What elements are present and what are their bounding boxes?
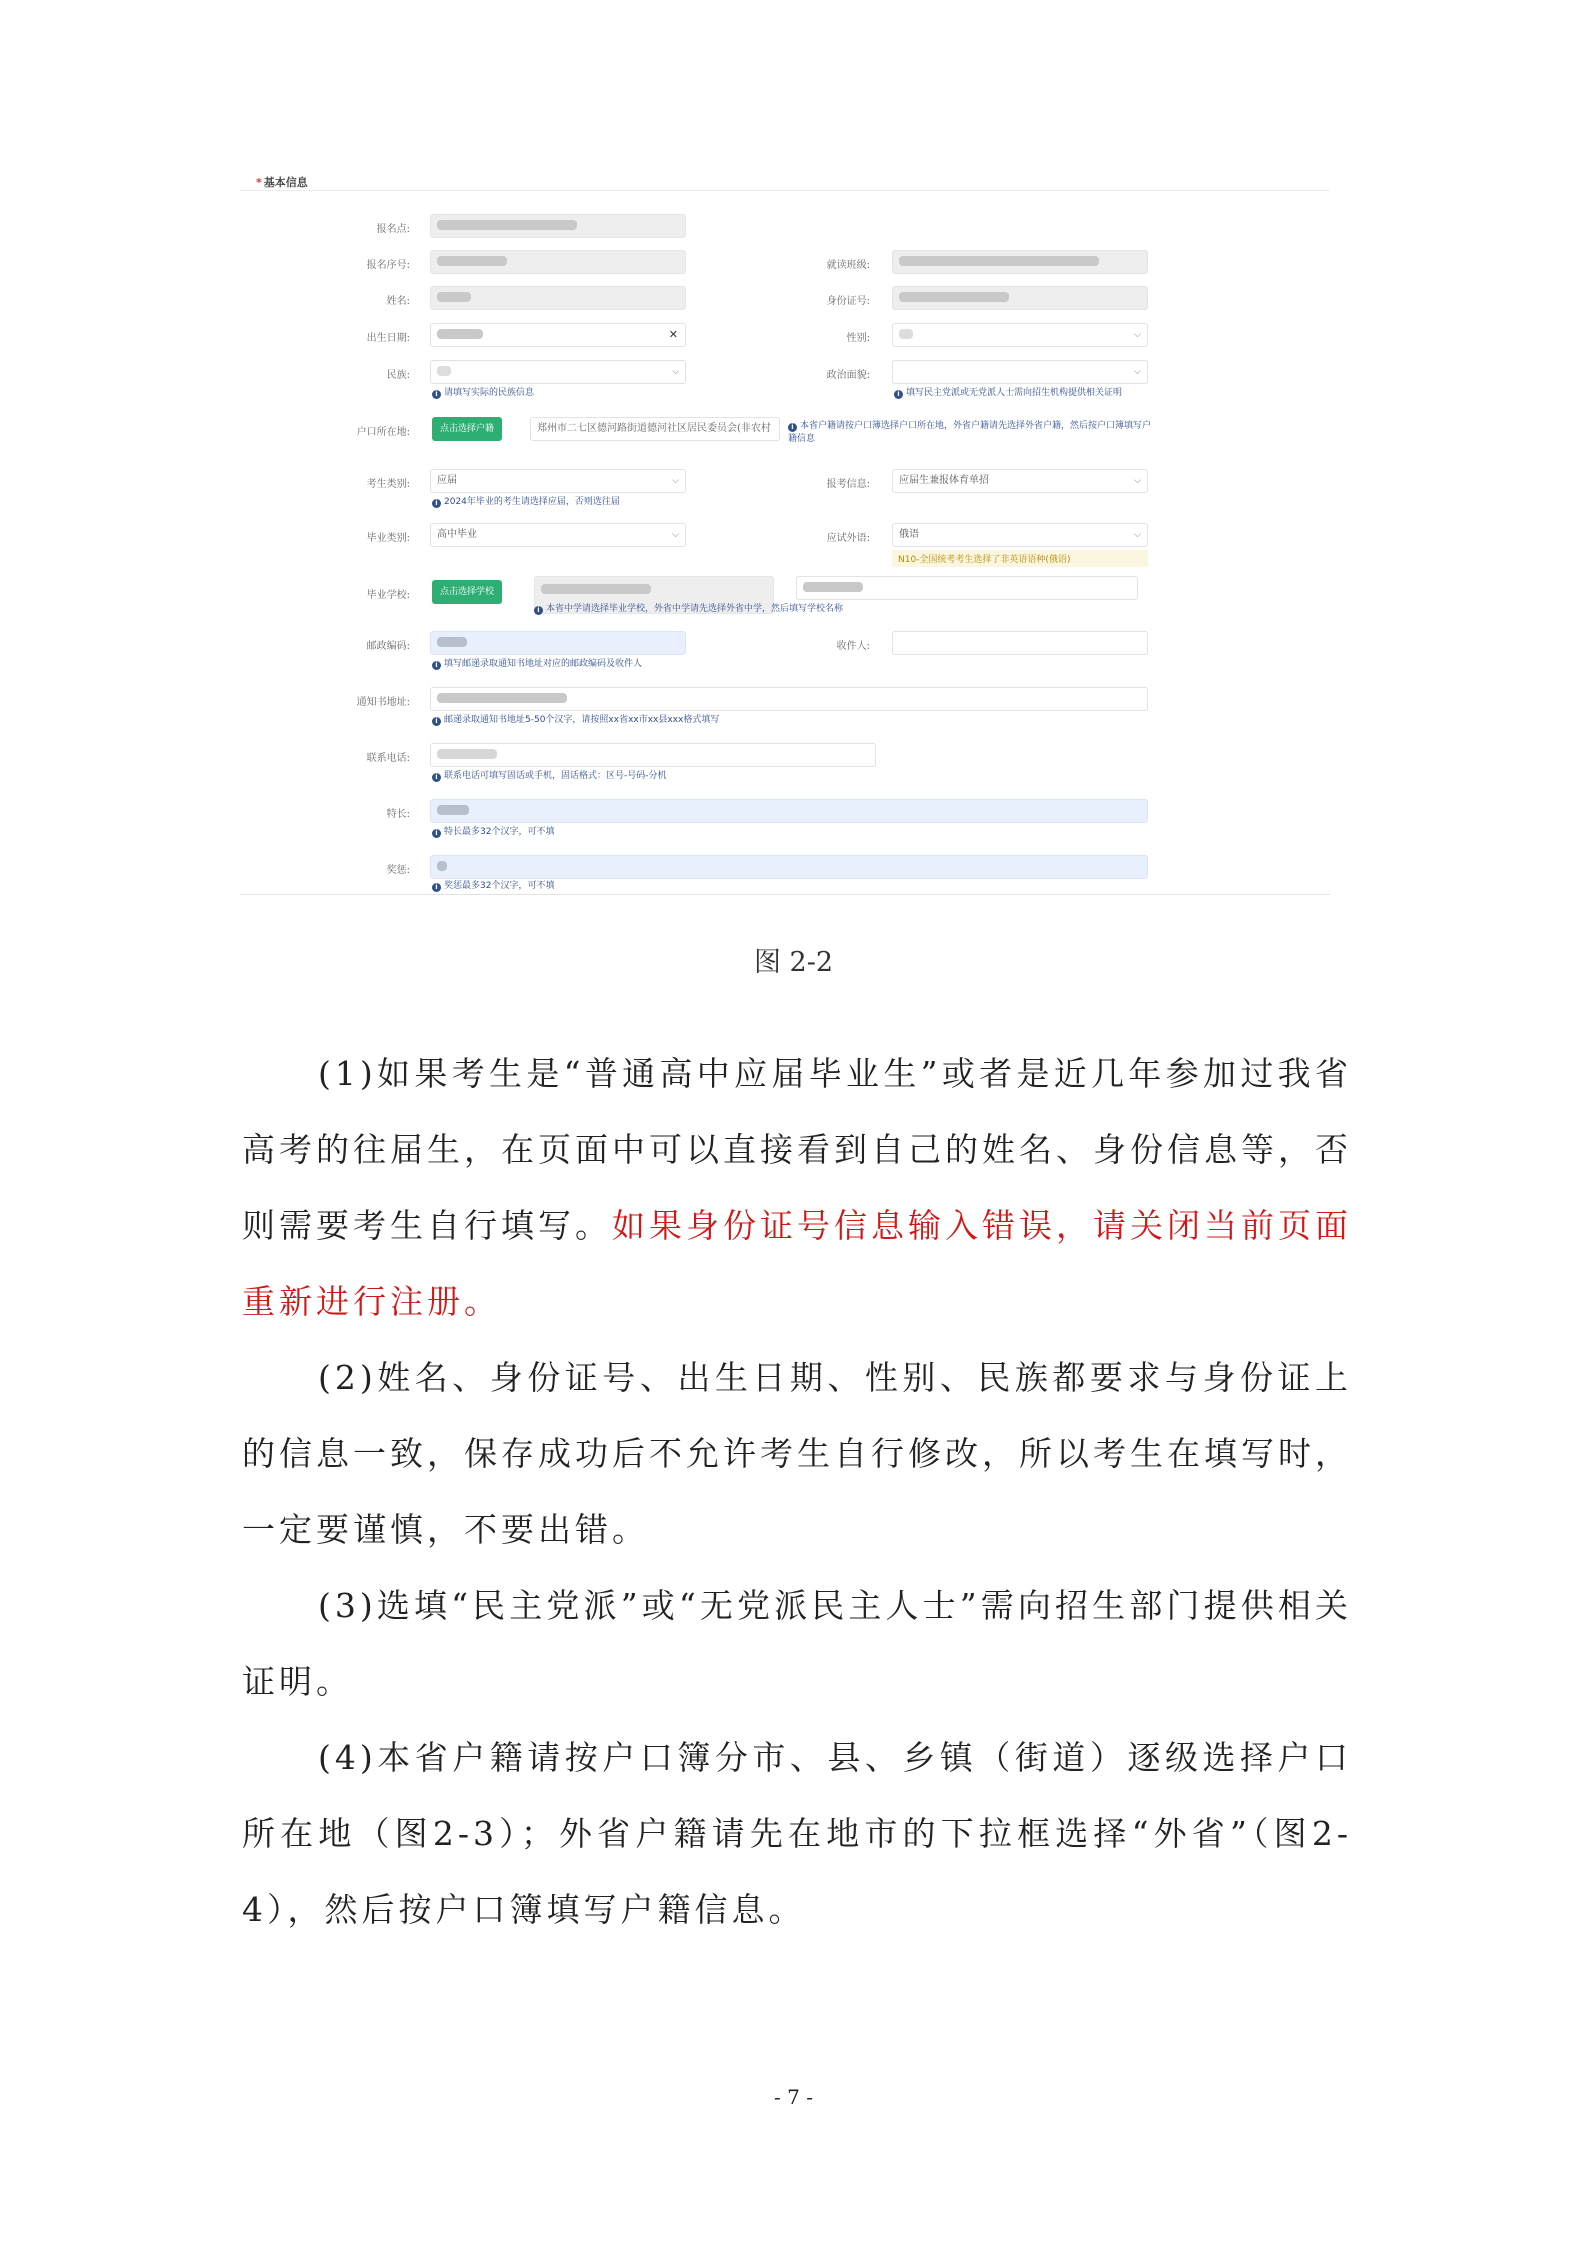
youzheng-input[interactable]	[430, 631, 686, 655]
jiangli-hint: i 奖惩最多32个汉字，可不填	[432, 880, 554, 892]
label-biyexuexiao: 毕业学校:	[366, 590, 410, 601]
label-xingbie: 性别:	[846, 333, 870, 344]
techang-input[interactable]	[430, 799, 1148, 823]
zhengzhi-hint: i 填写民主党派或无党派人士需向招生机构提供相关证明	[894, 387, 1122, 399]
label-shenfenzheng: 身份证号:	[826, 296, 870, 307]
label-youzheng: 邮政编码:	[366, 641, 410, 652]
chevron-down-icon: ⌵	[1134, 476, 1141, 486]
paragraph-1	[242, 1036, 1352, 1340]
youzheng-hint: i 填写邮递录取通知书地址对应的邮政编码及收件人	[432, 658, 642, 670]
minzu-hint: i 请填写实际的民族信息	[432, 387, 534, 399]
label-shoujianren: 收件人:	[836, 641, 870, 652]
label-jiangli: 奖惩:	[386, 865, 410, 876]
xingbie-select[interactable]	[892, 323, 1148, 347]
shenfenzheng-input[interactable]	[892, 286, 1148, 310]
label-waiyu: 应试外语:	[826, 533, 870, 544]
chevron-down-icon: ⌵	[1134, 367, 1141, 377]
kaoshengleibie-select[interactable]: 应届 ⌵	[430, 469, 686, 493]
hukou-input[interactable]: 郑州市二七区德河路街道德河社区居民委员会(非农村	[530, 417, 780, 441]
info-icon: i	[432, 829, 441, 838]
chusheng-input[interactable]	[430, 323, 686, 347]
label-baomingxuhao: 报名序号:	[366, 260, 410, 271]
biyeleibie-select[interactable]: 高中毕业 ⌵	[430, 523, 686, 547]
school-name-input[interactable]	[796, 576, 1138, 600]
label-lianxidianhua: 联系电话:	[366, 753, 410, 764]
label-minzu: 民族:	[386, 370, 410, 381]
info-icon: i	[534, 606, 543, 615]
label-kaoshengleibie: 考生类别:	[366, 479, 410, 490]
chevron-down-icon: ⌵	[672, 530, 679, 540]
jiudubanji-input[interactable]	[892, 250, 1148, 274]
label-xingming: 姓名:	[386, 296, 410, 307]
paragraph-4-text: (4)本省户籍请按户口簿分市、县、乡镇（街道）逐级选择户口所在地（图2-3）；外省户籍请先在地市的下拉框选择“外省”（图2-4），然后按户口簿填写户籍信息。	[242, 1738, 1352, 1929]
paragraph-3-text: (3)选填“民主党派”或“无党派民主人士”需向招生部门提供相关证明。	[242, 1586, 1352, 1701]
label-tongzhishu: 通知书地址:	[356, 697, 410, 708]
tongzhishu-input[interactable]	[430, 687, 1148, 711]
tongzhishu-hint: i 邮递录取通知书地址5-50个汉字，请按照xx省xx市xx县xxx格式填写	[432, 714, 719, 726]
info-icon: i	[894, 390, 903, 399]
lianxidianhua-input[interactable]	[430, 743, 876, 767]
paragraph-2	[242, 1340, 1352, 1568]
form-screenshot	[240, 172, 1330, 895]
label-techang: 特长:	[386, 809, 410, 820]
info-icon: i	[432, 883, 441, 892]
section-title: * 基本信息	[256, 176, 308, 189]
paragraph-3	[242, 1568, 1352, 1720]
paragraph-1-text: (1)如果考生是“普通高中应届毕业生”或者是近几年参加过我省高考的往届生，在页面中可以直接看到自己的姓名、身份信息等，否则需要考生自行填写。	[242, 1054, 1352, 1245]
figure-caption: 图 2-2	[753, 947, 834, 978]
chevron-down-icon: ⌵	[1134, 330, 1141, 340]
paragraph-2-text: (2)姓名、身份证号、出生日期、性别、民族都要求与身份证上的信息一致，保存成功后不允许考生自行修改，所以考生在填写时，一定要谨慎，不要出错。	[242, 1358, 1352, 1549]
hukou-hint-2: 籍信息	[788, 434, 816, 444]
chevron-down-icon: ⌵	[672, 476, 679, 486]
zhengzhi-select[interactable]	[892, 360, 1148, 384]
label-biyeleibie: 毕业类别:	[366, 533, 410, 544]
techang-hint: i 特长最多32个汉字，可不填	[432, 826, 554, 838]
info-icon: i	[432, 717, 441, 726]
xingming-input[interactable]	[430, 286, 686, 310]
paragraph-4	[242, 1720, 1352, 1948]
waiyu-select[interactable]: 俄语 ⌵	[892, 523, 1148, 547]
chevron-down-icon: ⌵	[672, 367, 679, 377]
info-icon: i	[432, 499, 441, 508]
label-baokao: 报考信息:	[826, 479, 870, 490]
select-hukou-button[interactable]: 点击选择户籍	[432, 417, 502, 441]
paragraph-1-warning: 如果身份证号信息输入错误，请关闭当前页面重新进行注册。	[242, 1206, 1352, 1321]
shoujianren-input[interactable]	[892, 631, 1148, 655]
label-jiudubanji: 就读班级:	[826, 260, 870, 271]
select-school-button[interactable]: 点击选择学校	[432, 580, 502, 604]
label-hukou: 户口所在地:	[356, 427, 410, 438]
label-chusheng: 出生日期:	[366, 333, 410, 344]
page-number: - 7 -	[774, 2085, 813, 2109]
info-icon: i	[432, 661, 441, 670]
clear-icon[interactable]: ✕	[668, 328, 678, 341]
waiyu-note: N10-全国统考考生选择了非英语语种(俄语)	[892, 550, 1148, 567]
kaoshengleibie-hint: i 2024年毕业的考生请选择应届，否则选往届	[432, 496, 620, 508]
label-baomingdian: 报名点:	[376, 224, 410, 235]
baokao-select[interactable]: 应届生兼报体育单招 ⌵	[892, 469, 1148, 493]
label-zhengzhi: 政治面貌:	[826, 370, 870, 381]
hukou-hint: i 本省户籍请按户口簿选择户口所在地，外省户籍请先选择外省户籍，然后按户口簿填写户	[788, 420, 1151, 432]
info-icon: i	[432, 390, 441, 399]
school-hint: i 本省中学请选择毕业学校，外省中学请先选择外省中学，然后填写学校名称	[534, 603, 843, 615]
baomingxuhao-input[interactable]	[430, 250, 686, 274]
chevron-down-icon: ⌵	[1134, 530, 1141, 540]
info-icon: i	[432, 773, 441, 782]
info-icon: i	[788, 423, 797, 432]
section-divider	[240, 190, 1330, 191]
lianxidianhua-hint: i 联系电话可填写固话或手机，固话格式：区号-号码-分机	[432, 770, 667, 782]
jiangli-input[interactable]	[430, 855, 1148, 879]
minzu-select[interactable]	[430, 360, 686, 384]
baomingdian-input[interactable]	[430, 214, 686, 238]
